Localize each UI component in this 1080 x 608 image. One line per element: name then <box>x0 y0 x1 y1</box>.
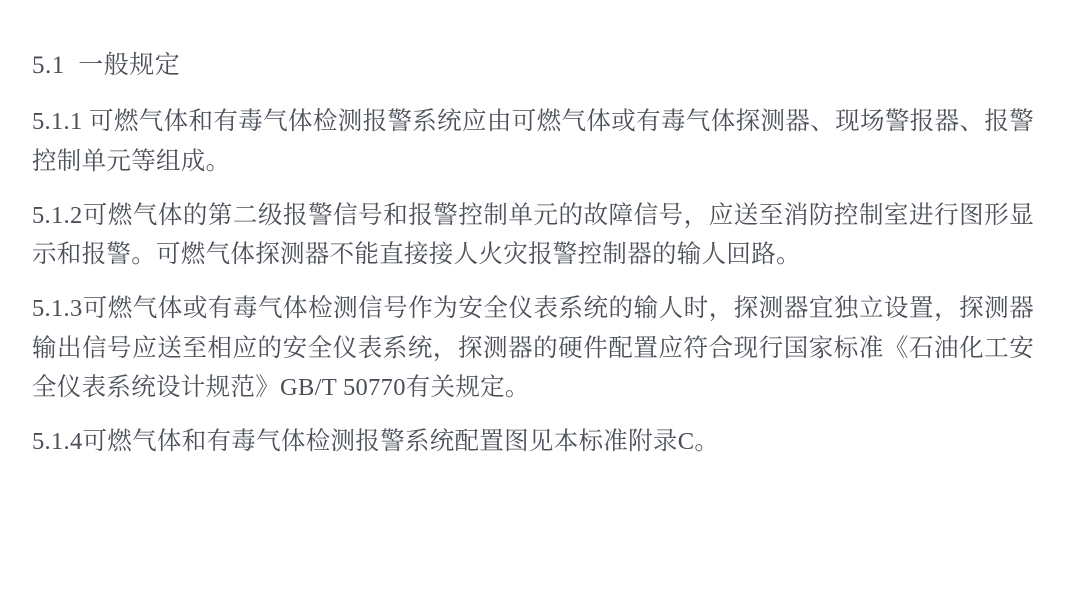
paragraph-5-1-2: 5.1.2可燃气体的第二级报警信号和报警控制单元的故障信号，应送至消防控制室进行图形显示和报警。可燃气体探测器不能直接接人火灾报警控制器的输人回路。 <box>32 201 1034 269</box>
section-heading: 5.1 一般规定 <box>32 52 181 79</box>
document-body <box>32 48 1034 462</box>
paragraph-5-1-3: 5.1.3可燃气体或有毒气体检测信号作为安全仪表系统的输人时，探测器宜独立设置，探测器输出信号应送至相应的安全仪表系统，探测器的硬件配置应符合现行国家标准《石油化工安全仪表系统设计规范》GB/T 50770有关规定。 <box>32 295 1034 402</box>
paragraph-5-1-4: 5.1.4可燃气体和有毒气体检测报警系统配置图见本标准附录C。 <box>32 428 720 456</box>
paragraph-5-1-1: 5.1.1 可燃气体和有毒气体检测报警系统应由可燃气体或有毒气体探测器、现场警报器、报警控制单元等组成。 <box>32 108 1034 175</box>
